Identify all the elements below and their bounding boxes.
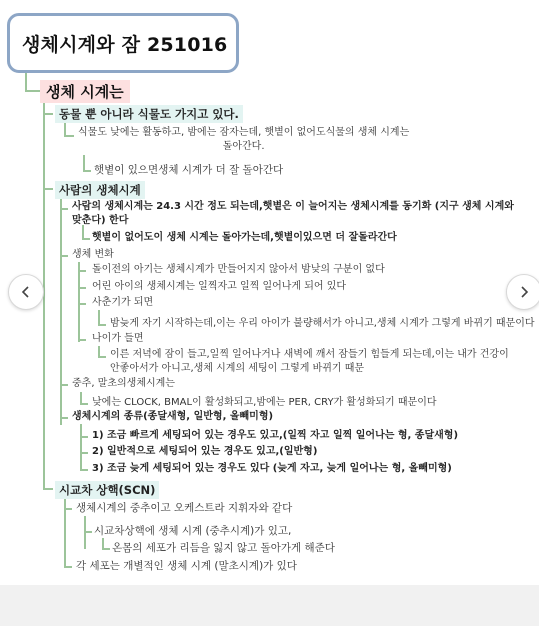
connector: [60, 208, 68, 210]
connector: [43, 488, 53, 490]
connector: [102, 548, 110, 550]
mindmap-root-node[interactable]: [7, 13, 239, 73]
scn-conductor-text[interactable]: 생체시계의 중추이고 오케스트라 지휘자와 같다: [76, 502, 293, 514]
plant-clock-line1: 식물도 낮에는 활동하고, 밤에는 잠자는데, 햇볕이 없어도식물의 생체 시계는: [78, 127, 410, 138]
connector: [80, 469, 88, 471]
next-button[interactable]: [506, 274, 539, 310]
clock-types-label[interactable]: 생체시계의 종류(종달새형, 일반형, 올빼미형): [72, 411, 274, 422]
connector: [80, 403, 88, 405]
human-clock-line2: 맞춘다) 한다: [72, 215, 129, 226]
chevron-left-icon: [19, 285, 33, 299]
type-lark-text[interactable]: 1) 조금 빠르게 세팅되어 있는 경우도 있고,(일찍 자고 일찍 일어나는 형, 종달새형): [92, 430, 459, 441]
connector: [78, 303, 86, 305]
connector: [43, 113, 53, 115]
peripheral-clock-text[interactable]: 각 세포는 개별적인 생체 시계 (말초시계)가 있다: [76, 560, 297, 572]
connector: [78, 262, 80, 342]
connector: [84, 531, 92, 533]
connector: [60, 197, 62, 425]
clock-change-label[interactable]: 생체 변화: [72, 249, 114, 260]
connector: [64, 508, 72, 510]
connector: [60, 384, 68, 386]
plant-clock-line2: 돌아간다.: [222, 141, 265, 152]
connector: [64, 122, 66, 136]
connector: [60, 255, 68, 257]
connector: [82, 238, 90, 240]
section-heading-biological-clock[interactable]: 생체 시계는: [40, 80, 130, 103]
scn-central-clock-text[interactable]: 시교차상핵에 생체 시계 (중추시계)가 있고,: [94, 525, 292, 537]
connector: [98, 310, 100, 325]
infant-text[interactable]: 돌이전의 아기는 생체시계가 만들어지지 않아서 밤낮의 구분이 없다: [92, 264, 385, 275]
connector: [83, 170, 91, 172]
no-sunlight-text[interactable]: 햇볕이 없어도이 생체 시계는 돌아가는데,햇볕이있으면 더 잘돌라간다: [92, 232, 397, 243]
connector: [78, 287, 86, 289]
connector: [78, 339, 86, 341]
plant-clock-text[interactable]: [78, 126, 409, 154]
connector: [25, 90, 40, 92]
type-normal-text[interactable]: 2) 일반적으로 세팅되어 있는 경우도 있고,(일반형): [92, 446, 318, 457]
connector: [98, 324, 106, 326]
section-heading-human-clock[interactable]: 사람의 생체시계: [55, 181, 145, 199]
aging-label[interactable]: 나이가 들면: [92, 333, 144, 344]
connector: [78, 270, 86, 272]
connector: [43, 188, 53, 190]
section-heading-scn[interactable]: 시교차 상핵(SCN): [55, 481, 159, 499]
human-clock-text[interactable]: [72, 200, 514, 228]
type-owl-text[interactable]: 3) 조금 늦게 세팅되어 있는 경우도 있다 (늦게 자고, 늦게 일어나는 형, 올빼미형): [92, 463, 452, 474]
connector: [80, 452, 88, 454]
subheading-animals-plants[interactable]: 동물 뿐 아니라 식물도 가지고 있다.: [55, 105, 243, 123]
connector: [80, 436, 88, 438]
chevron-right-icon: [517, 285, 531, 299]
connector: [25, 73, 27, 91]
puberty-label[interactable]: 사춘기가 되면: [92, 297, 154, 308]
aging-line2: 안좋아서가 아니고,생체 시계의 세팅이 그렇게 바뀌기 때문: [110, 363, 365, 374]
sunlight-clock-text[interactable]: 햇볕이 있으면생체 시계가 더 잘 돌아간다: [94, 164, 284, 176]
human-clock-line1: 사람의 생체시계는 24.3 시간 정도 되는데,햇볕은 이 늘어지는 생체시계를 동기화 (지구 생체 시계와: [72, 201, 514, 212]
connector: [83, 155, 85, 171]
connector: [64, 566, 72, 568]
central-peripheral-label[interactable]: 중추, 말초의생체시계는: [72, 378, 175, 389]
clock-genes-text[interactable]: 낮에는 CLOCK, BMAL이 활성화되고,밤에는 PER, CRY가 활성화되기 때문이다: [92, 397, 437, 408]
previous-button[interactable]: [8, 274, 44, 310]
aging-text[interactable]: [110, 348, 509, 376]
aging-line1: 이른 저녁에 잠이 들고,일찍 일어나거나 새벽에 깨서 잠들기 힘들게 되는데,이는 내가 건강이: [110, 349, 509, 360]
connector: [60, 417, 68, 419]
puberty-text[interactable]: 밤늦게 자기 시작하는데,이는 우리 아이가 불량해서가 아니고,생체 시계가 그렇게 바뀌기 때문이다: [110, 318, 535, 329]
connector: [64, 135, 74, 137]
child-text[interactable]: 어린 아이의 생체시계는 일찍자고 일찍 일어나게 되어 있다: [92, 281, 347, 292]
cell-rhythm-text[interactable]: 온몸의 세포가 리듬을 잃지 않고 돌아가게 해준다: [112, 542, 335, 554]
page-title: 생체시계와 잠 251016: [22, 33, 228, 56]
connector: [80, 424, 82, 470]
connector: [98, 356, 106, 358]
